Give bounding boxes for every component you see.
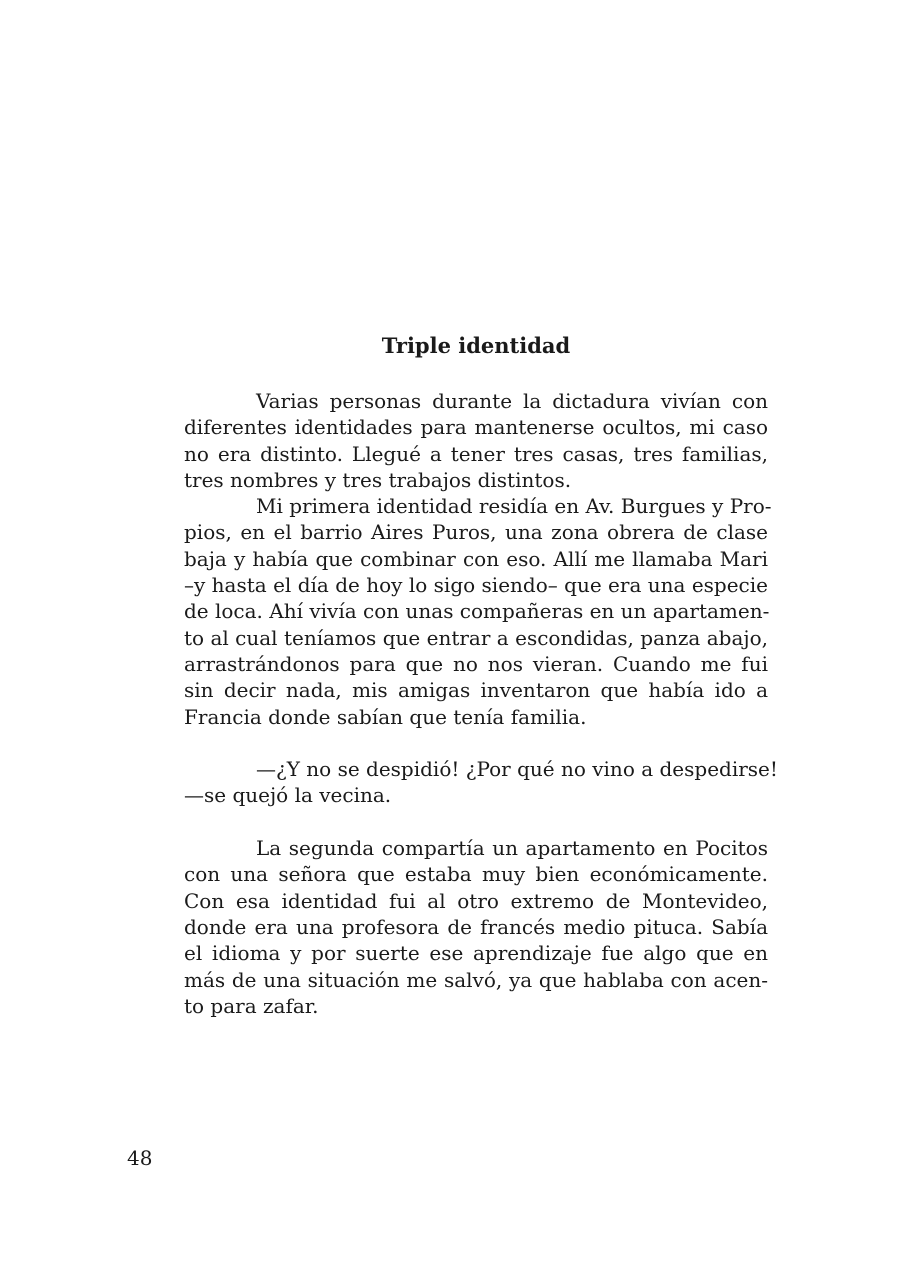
text-line: Francia donde sabían que tenía familia.: [184, 704, 587, 729]
text-line: de loca. Ahí vivía con unas compañeras en un apartamen-: [184, 599, 770, 624]
body-text: [184, 388, 778, 1019]
text-line: La segunda compartía un apartamento en Pocitos: [256, 836, 768, 861]
page-number: 48: [127, 1146, 153, 1170]
text-line: no era distinto. Llegué a tener tres casas, tres familias,: [184, 441, 768, 466]
paragraph-gap: [184, 809, 768, 835]
text-line: donde era una profesora de francés medio pituca. Sabía: [184, 914, 768, 939]
text-line: –y hasta el día de hoy lo sigo siendo– que era una especie: [184, 573, 768, 598]
text-line: to para zafar.: [184, 993, 319, 1018]
text-line: arrastrándonos para que no nos vieran. Cuando me fui: [184, 651, 768, 676]
text-line: el idioma y por suerte ese aprendizaje fue algo que en: [184, 941, 768, 966]
text-line: diferentes identidades para mantenerse ocultos, mi caso: [184, 415, 768, 440]
text-line: tres nombres y tres trabajos distintos.: [184, 467, 572, 492]
text-line: baja y había que combinar con eso. Allí me llamaba Mari: [184, 546, 768, 571]
text-line: Con esa identidad fui al otro extremo de Montevideo,: [184, 888, 768, 913]
text-line: Varias personas durante la dictadura vivían con: [256, 389, 768, 413]
text-line: sin decir nada, mis amigas inventaron que había ido a: [184, 678, 768, 703]
text-line: —se quejó la vecina.: [184, 783, 392, 808]
text-line: Mi primera identidad residía en Av. Burgues y Pro-: [256, 494, 772, 519]
text-line: con una señora que estaba muy bien económicamente.: [184, 862, 768, 887]
text-line: pios, en el barrio Aires Puros, una zona obrera de clase: [184, 520, 768, 545]
paragraph-gap: [184, 730, 768, 756]
chapter-title: Triple identidad: [381, 333, 571, 358]
text-line: to al cual teníamos que entrar a escondidas, panza abajo,: [184, 625, 768, 650]
text-line: más de una situación me salvó, ya que hablaba con acen-: [184, 967, 768, 992]
text-line: —¿Y no se despidió! ¿Por qué no vino a despedirse!: [256, 757, 778, 782]
